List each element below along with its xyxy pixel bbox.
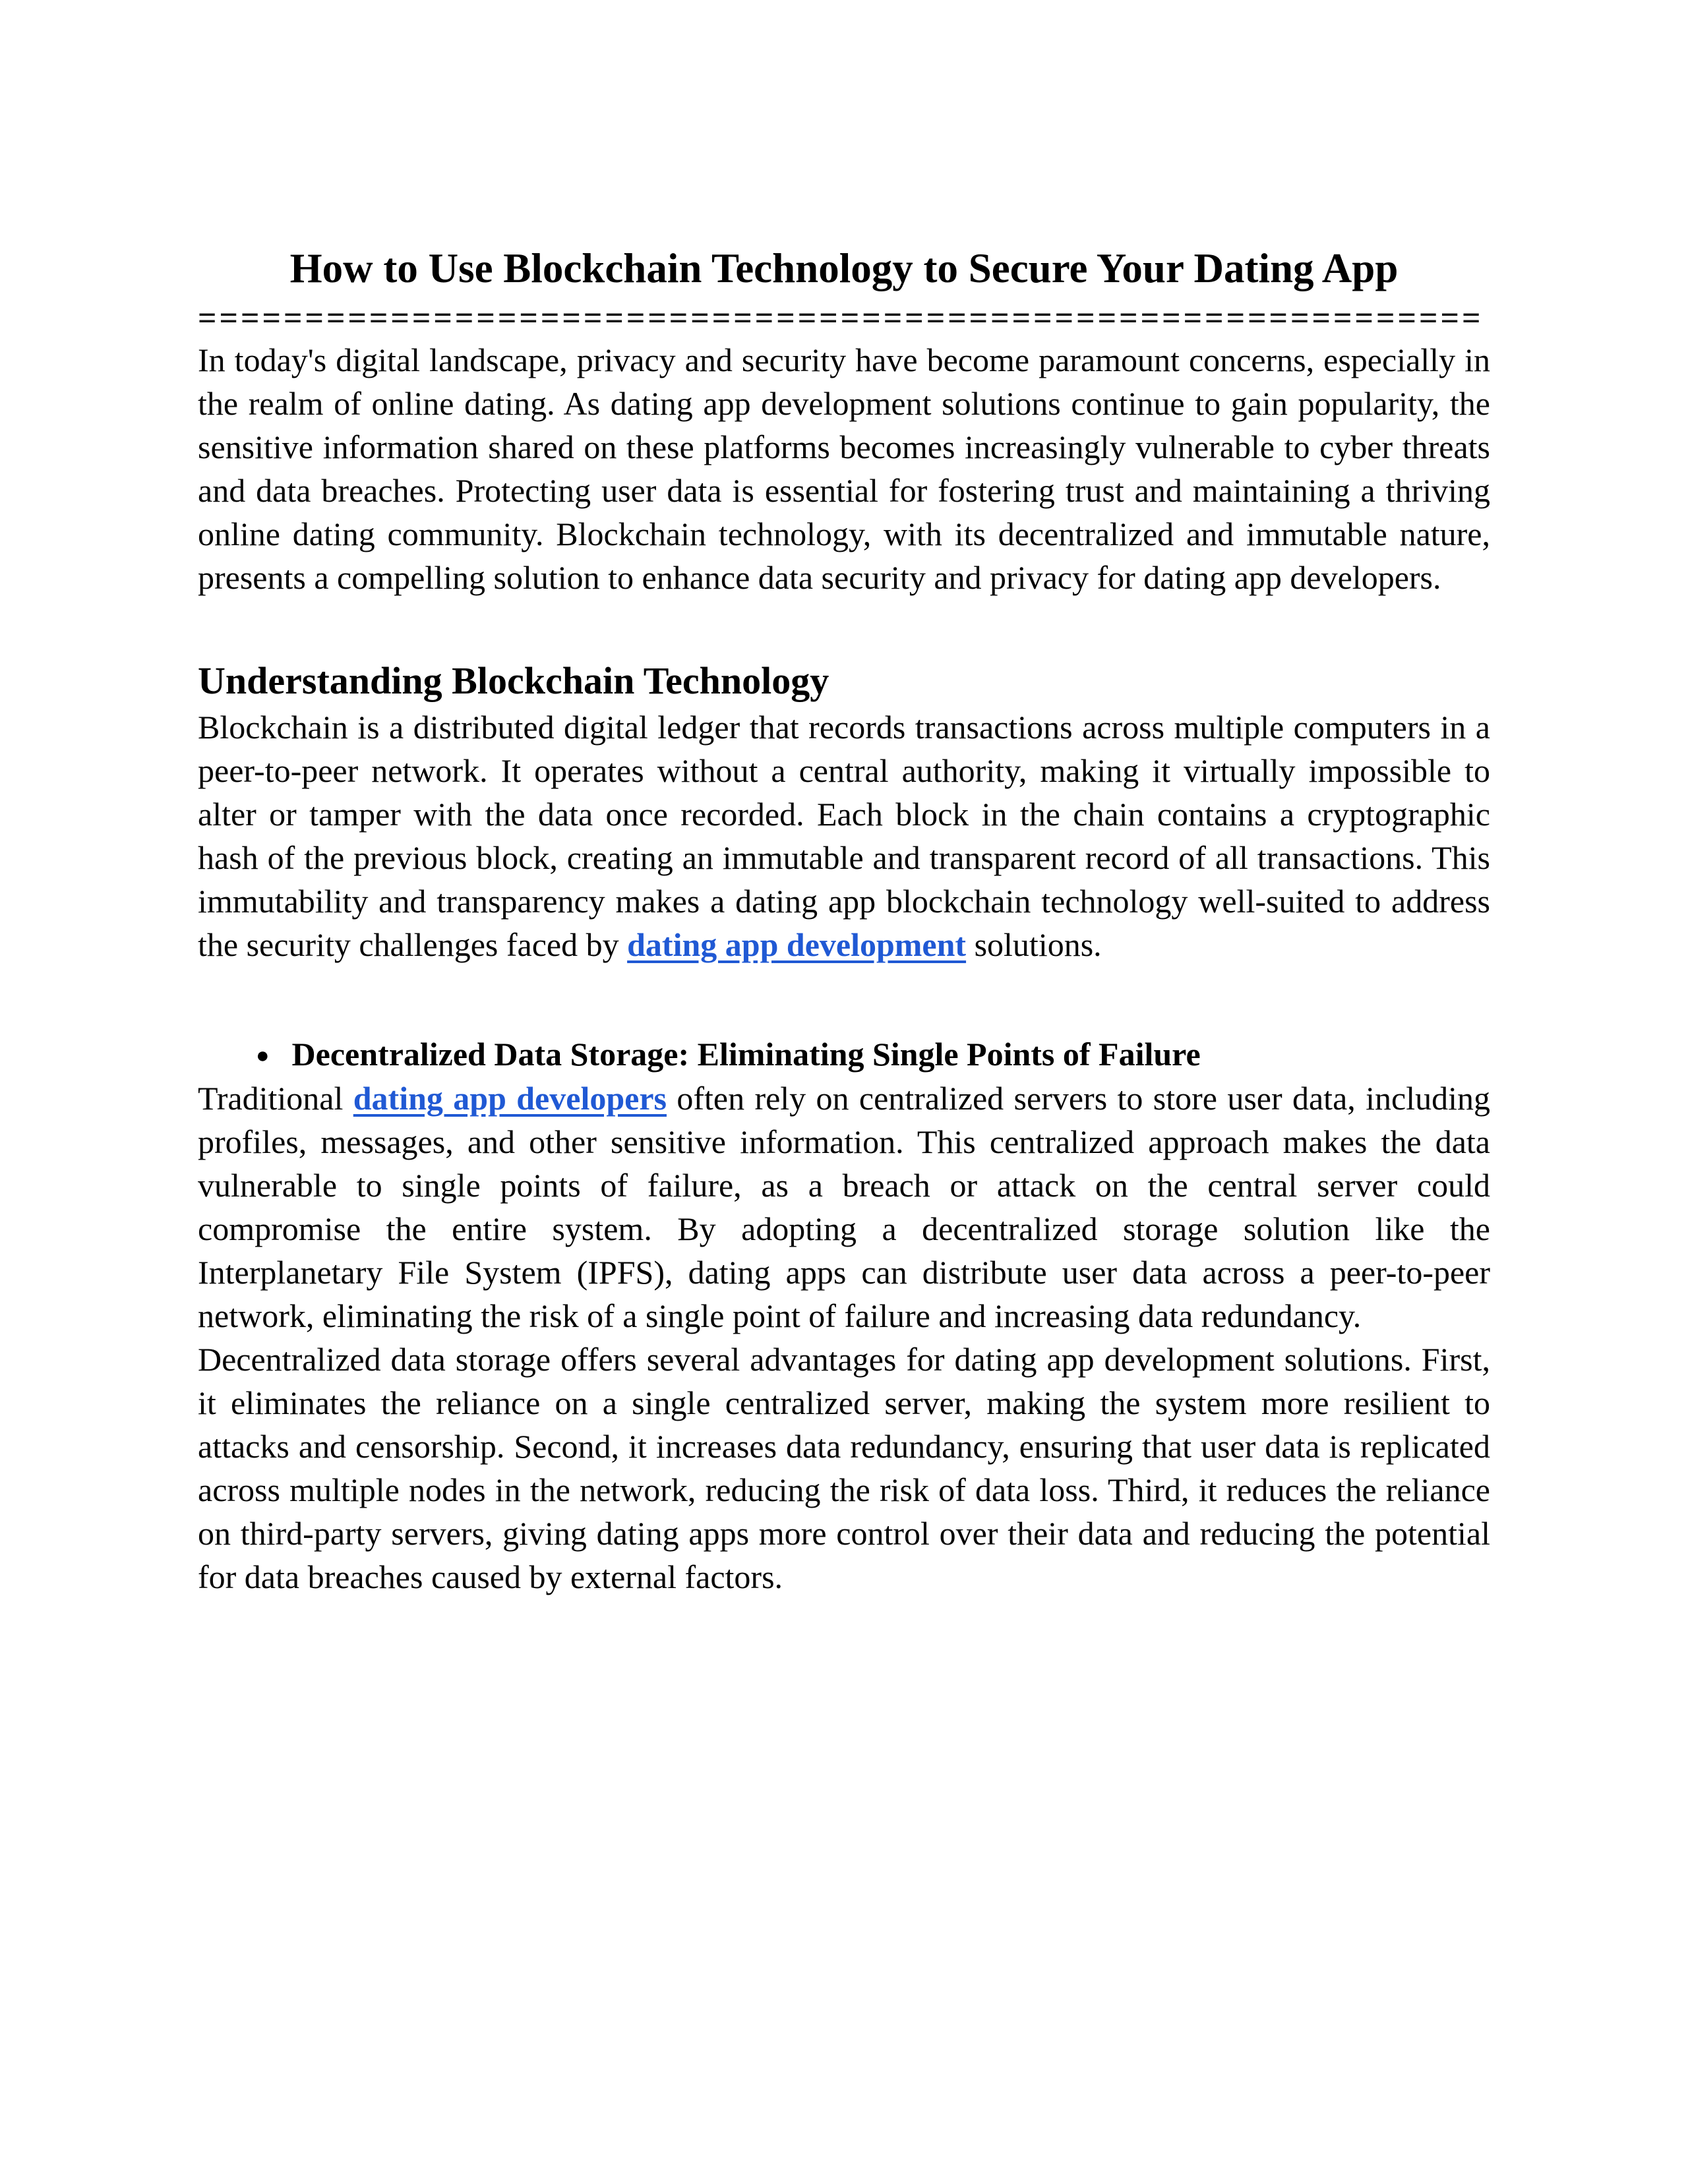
intro-paragraph: In today's digital landscape, privacy and security have become paramount concerns, especially in the realm of online dating. As dating app development solutions continue to gain popularity, the sensitive information shared on these platforms becomes increasingly vulnerable to cyber threats and data breaches. Protecting user data is essential for fostering trust and maintaining a thriving online dating community. Blockchain technology, with its decentralized and immutable nature, presents a compelling solution to enhance data security and privacy for dating app developers. xyxy=(198,341,1490,597)
centralized-servers-paragraph xyxy=(198,1077,1490,1338)
dating-app-developers-link[interactable]: dating app developers xyxy=(353,1080,667,1117)
paragraph-text-before-link: Blockchain is a distributed digital ledger that records transactions across multiple computers in a peer-to-peer network. It operates without a central authority, making it virtually impossible to alter or tamper with the data once recorded. Each block in the chain contains a cryptographic hash of the previous block, creating an immutable and transparent record of all transactions. This immutability and transparency makes a dating app blockchain technology well-suited to address the security challenges faced by xyxy=(198,708,1490,963)
paragraph-text-before-link: Traditional xyxy=(198,1080,353,1117)
blockchain-overview-paragraph xyxy=(198,705,1490,966)
bullet-heading-decentralized-data-storage xyxy=(198,1032,1490,1077)
title-divider-equals-line: ============================================================ xyxy=(198,299,1484,336)
decentralized-advantages-paragraph: Decentralized data storage offers several advantages for dating app development solutions. First, it eliminates the reliance on a single centralized server, making the system more resilient to attacks and censorship. Second, it increases data redundancy, ensuring that user data is replicated across multiple nodes in the network, reducing the risk of data loss. Third, it reduces the reliance on third-party servers, giving dating apps more control over their data and reducing the potential for data breaches caused by external factors. xyxy=(198,1341,1490,1596)
dating-app-development-link[interactable]: dating app development xyxy=(627,926,967,963)
document-title: How to Use Blockchain Technology to Secure Your Dating App xyxy=(289,245,1399,291)
bullet-point-icon: ● xyxy=(256,1043,270,1068)
paragraph-text-after-link: solutions. xyxy=(966,926,1102,963)
paragraph-text-after-link: often rely on centralized servers to store user data, including profiles, messages, and other sensitive information. This centralized approach makes the data vulnerable to single points of failure, as a breach or attack on the central server could compromise the entire system. By adopting a decentralized storage solution like the Interplanetary File System (IPFS), dating apps can distribute user data across a peer-to-peer network, eliminating the risk of a single point of failure and increasing data redundancy. xyxy=(198,1080,1490,1335)
bullet-heading-text: Decentralized Data Storage: Eliminating Single Points of Failure xyxy=(291,1035,1201,1073)
section-heading-understanding-blockchain-technology: Understanding Blockchain Technology xyxy=(198,659,829,703)
